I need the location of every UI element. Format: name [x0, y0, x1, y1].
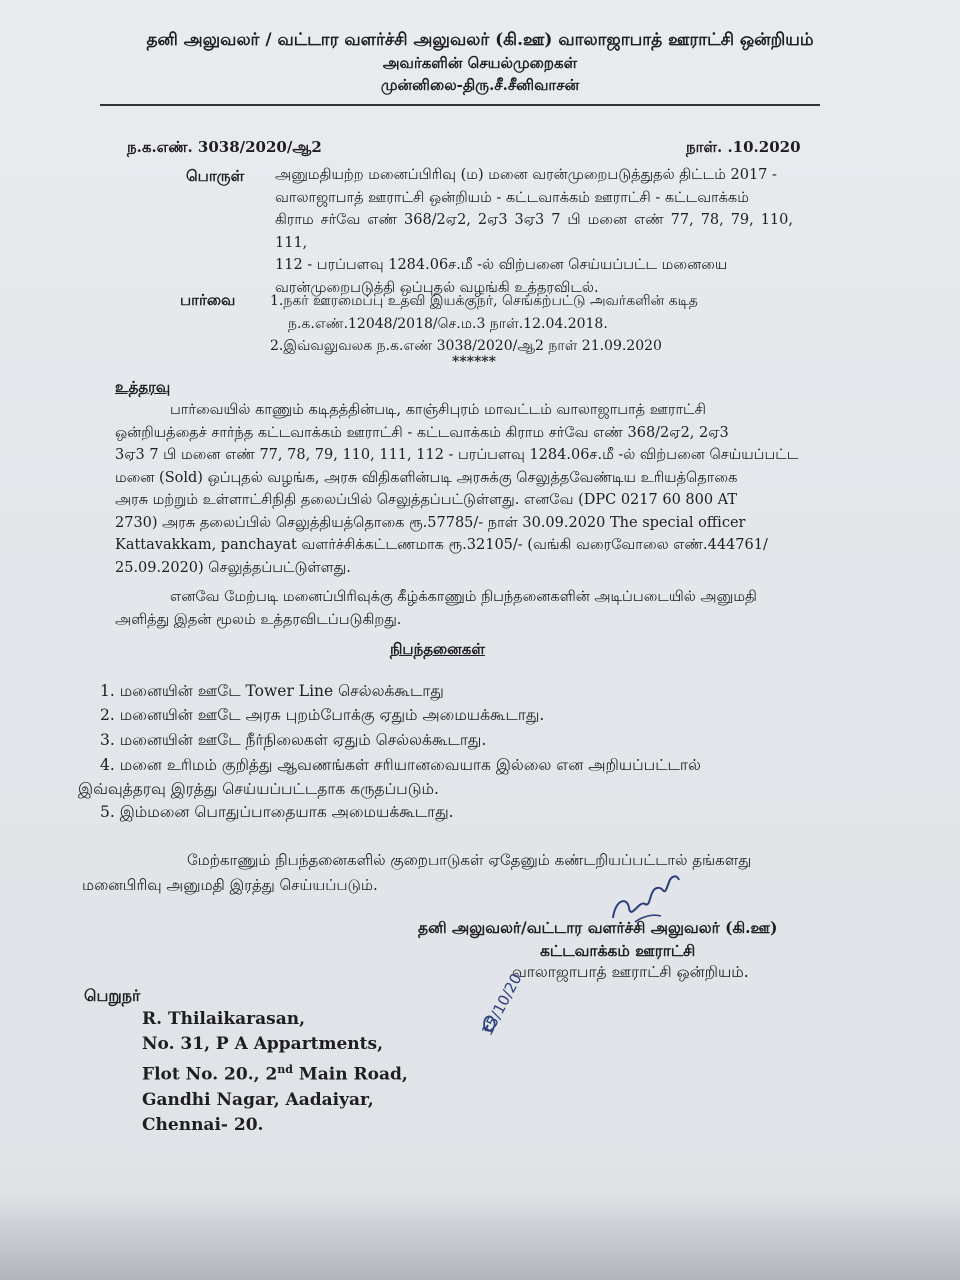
subject-line: வரன்முறைபடுத்தி ஒப்புதல் வழங்கி உத்தரவிடல்.: [275, 279, 599, 296]
reference-number: ந.க.எண். 3038/2020/ஆ2: [127, 138, 322, 156]
order-line: அரசு மற்றும் உள்ளாட்சிநிதி தலைப்பில் செலுத்தப்பட்டுள்ளது. எனவே (DPC 0217 60 800 AT: [115, 492, 738, 508]
recipient-address: [142, 1007, 408, 1138]
separator-stars: ******: [452, 354, 496, 370]
references-label: பார்வை: [180, 291, 236, 309]
address-ordinal: nd: [277, 1063, 293, 1076]
closing-line: மனைபிரிவு அனுமதி இரத்து செய்யப்படும்.: [82, 876, 378, 894]
photo-shadow: [0, 1190, 960, 1280]
order-line: எனவே மேற்படி மனைப்பிரிவுக்கு கீழ்க்காணும் நிபந்தனைகளின் அடிப்படையில் அனுமதி: [170, 589, 757, 605]
subject-line: 112 - பரப்பளவு 1284.06ச.மீ -ல் விற்பனை செய்யப்பட்ட மனையை: [275, 257, 728, 273]
condition-item: இவ்வுத்தரவு இரத்து செய்யப்பட்டதாக கருதப்படும்.: [78, 780, 439, 798]
subject-label: பொருள்: [186, 167, 245, 185]
recipient-address-line: Gandhi Nagar, Aadaiyar,: [142, 1089, 374, 1110]
order-line: 2730) அரசு தலைப்பில் செலுத்தியத்தொகை ரூ.57785/- நாள் 30.09.2020 The special officer: [115, 514, 746, 531]
closing-paragraph: [82, 848, 844, 898]
reference-date: நாள். .10.2020: [686, 138, 801, 156]
subject-line: அனுமதியற்ற மனைப்பிரிவு (ம) மனை வரன்முறைபடுத்துதல் திட்டம் 2017 -: [275, 167, 777, 183]
header-proceedings: அவர்களின் செயல்முறைகள்: [382, 54, 578, 72]
condition-item: 1. மனையின் ஊடே Tower Line செல்லக்கூடாது: [100, 682, 444, 700]
reference-item: 1.நகர் ஊரமைப்பு உதவி இயக்குநர், செங்கற்பட்டு அவர்களின் கடித: [270, 293, 698, 309]
signatory-designation: தனி அலுவலர்/வட்டார வளர்ச்சி அலுவலர் (கி.ஊ): [418, 918, 778, 937]
condition-item: 2. மனையின் ஊடே அரசு புறம்போக்கு ஏதும் அமையக்கூடாது.: [100, 706, 545, 724]
recipient-address-line: No. 31, P A Appartments,: [142, 1034, 384, 1054]
recipient-address-line: Chennai- 20.: [142, 1114, 264, 1135]
references-list: [270, 290, 698, 358]
order-line: மனை (Sold) ஒப்புதல் வழங்க, அரசு விதிகளின்படி அரசுக்கு செலுத்தவேண்டிய உரியத்தொகை: [115, 469, 738, 486]
order-line: Kattavakkam, panchayat வளர்ச்சிக்கட்டணமாக ரூ.32105/- (வங்கி வரைவோலை எண்.444761/: [115, 537, 768, 553]
signatory-union: வாலாஜாபாத் ஊராட்சி ஒன்றியம்.: [512, 963, 749, 981]
conditions-heading: நிபந்தனைகள்: [390, 640, 485, 658]
header-office-title: தனி அலுவலர் / வட்டார வளர்ச்சி அலுவலர் (கி.ஊ) வாலாஜாபாத் ஊராட்சி ஒன்றியம்: [146, 30, 814, 50]
reference-item: 2.இவ்வலுவலக ந.க.எண் 3038/2020/ஆ2 நாள் 21.09.2020: [270, 338, 662, 354]
order-paragraph-1: [115, 399, 847, 579]
subject-line: கிராம சர்வே எண் 368/2ஏ2, 2ஏ3 3ஏ3 7 பி மனை எண் 77, 78, 79, 110, 111,: [275, 212, 793, 251]
condition-item: 4. மனை உரிமம் குறித்து ஆவணங்கள் சரியானவையாக இல்லை என அறியப்பட்டால்: [100, 756, 701, 774]
address-part: Main Road,: [293, 1064, 408, 1085]
order-heading: உத்தரவு: [115, 378, 171, 396]
subject-line: வாலாஜாபாத் ஊராட்சி ஒன்றியம் - கட்டவாக்கம் ஊராட்சி - கட்டவாக்கம்: [275, 189, 749, 206]
order-line: 3ஏ3 7 பி மனை எண் 77, 78, 79, 110, 111, 112 - பரப்பளவு 1284.06ச.மீ -ல் விற்பனை செய்யப்பட்ட: [115, 447, 799, 463]
recipient-name: R. Thilaikarasan,: [142, 1009, 305, 1029]
handwritten-date: 15/10/20: [478, 970, 526, 1039]
handwritten-initial: [470, 1005, 550, 1075]
signatory-panchayat: கட்டவாக்கம் ஊராட்சி: [540, 941, 696, 960]
order-line: 25.09.2020) செலுத்தப்பட்டுள்ளது.: [115, 559, 351, 576]
closing-line: மேற்காணும் நிபந்தனைகளில் குறைபாடுகள் ஏதேனும் கண்டறியப்பட்டால் தங்களது: [187, 851, 752, 869]
condition-item: 5. இம்மனை பொதுப்பாதையாக அமையக்கூடாது.: [100, 803, 454, 821]
header-rule: [100, 104, 820, 106]
condition-item: 3. மனையின் ஊடே நீர்நிலைகள் ஏதும் செல்லக்கூடாது.: [100, 731, 487, 749]
order-line: பார்வையில் காணும் கடிதத்தின்படி, காஞ்சிபுரம் மாவட்டம் வாலாஜாபாத் ஊராட்சி: [170, 402, 706, 418]
recipient-address-line: [142, 1057, 408, 1088]
order-line: ஒன்றியத்தைச் சார்ந்த கட்டவாக்கம் ஊராட்சி - கட்டவாக்கம் கிராம சர்வே எண் 368/2ஏ2, 2ஏ3: [115, 424, 729, 441]
reference-item: ந.க.எண்.12048/2018/செ.ம.3 நாள்.12.04.2018.: [288, 315, 608, 332]
header-presence: முன்னிலை-திரு.சீ.சீனிவாசன்: [380, 76, 580, 94]
subject-text: [275, 164, 793, 299]
order-line: அளித்து இதன் மூலம் உத்தரவிடப்படுகிறது.: [115, 612, 402, 628]
address-part: Flot No. 20., 2: [142, 1064, 278, 1085]
order-paragraph-2: [115, 586, 847, 632]
recipient-label: பெறுநர்: [84, 986, 141, 1005]
